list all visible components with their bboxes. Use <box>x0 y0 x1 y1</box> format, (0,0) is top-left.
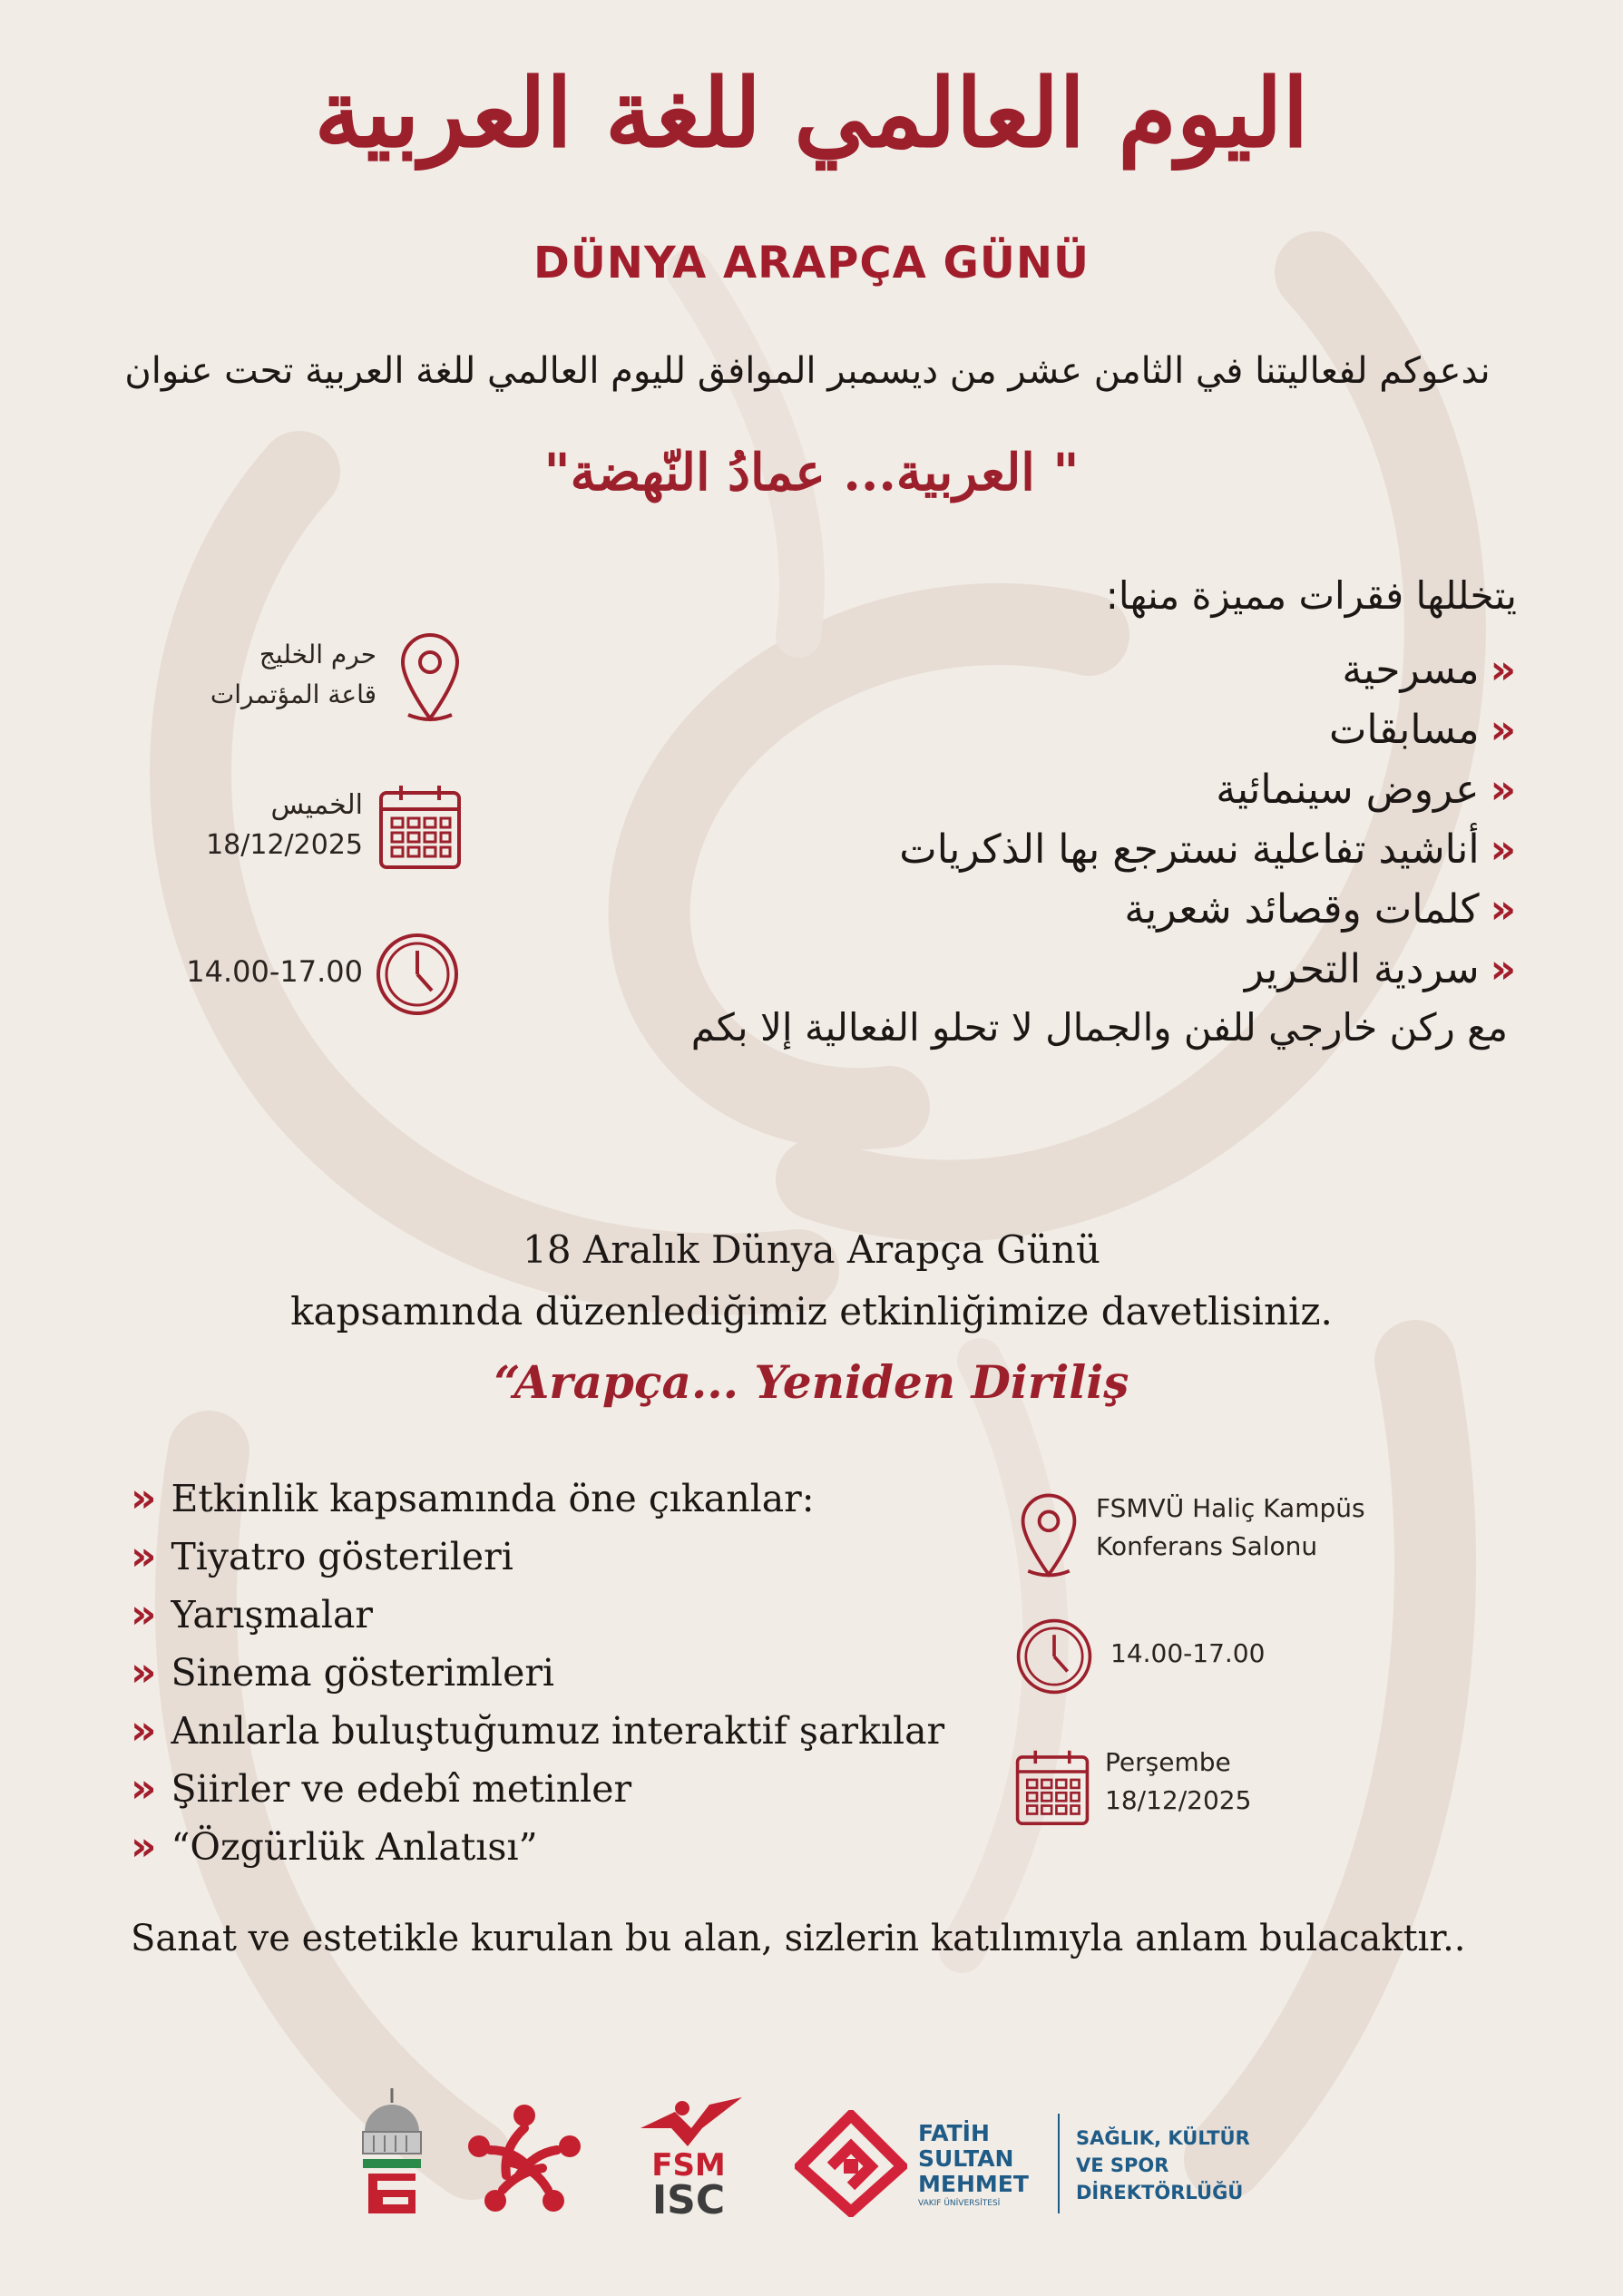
chevron-double-icon: » <box>131 1765 157 1812</box>
turkish-location: FSMVÜ Haliç Kampüs Konferans Salonu <box>1096 1493 1365 1561</box>
turkish-lead: 18 Aralık Dünya Arapça Günü kapsamında düzenlediğimiz etkinliğimize davetlisiniz. <box>290 1227 1333 1334</box>
list-item: » Anılarla buluştuğumuz interaktif şarkılar <box>131 1702 992 1760</box>
clock-icon <box>374 931 461 1018</box>
turkish-date: Perşembe 18/12/2025 <box>1105 1747 1252 1815</box>
turkish-theme: “Arapça... Yeniden Diriliş <box>494 1355 1129 1409</box>
arabic-closing: مع ركن خارجي للفن والجمال لا تحلو الفعالية إلا بكم <box>690 1005 1508 1050</box>
list-item: « كلمات وقصائد شعرية <box>699 880 1516 940</box>
map-pin-icon <box>1016 1490 1081 1580</box>
chevron-double-icon: » <box>131 1649 157 1695</box>
list-item: « مسرحية <box>699 640 1516 700</box>
list-item: » Şiirler ve edebî metinler <box>131 1760 992 1818</box>
turkish-time: 14.00-17.00 <box>1110 1638 1266 1668</box>
list-item: » Etkinlik kapsamında öne çıkanlar: <box>131 1470 992 1528</box>
list-item: » Tiyatro gösterileri <box>131 1528 992 1586</box>
calendar-icon <box>1014 1747 1090 1827</box>
map-pin-icon <box>396 630 464 724</box>
chevron-double-icon: » <box>131 1475 157 1521</box>
arabic-date: الخميس 18/12/2025 <box>206 789 363 861</box>
chevron-double-icon: « <box>1490 826 1516 873</box>
list-item: » “Özgürlük Anlatısı” <box>131 1818 992 1876</box>
chevron-double-icon: » <box>131 1591 157 1637</box>
handshake-star-logo <box>466 2103 582 2215</box>
chevron-double-icon: « <box>1490 767 1516 813</box>
clock-icon <box>1014 1617 1094 1696</box>
calendar-icon <box>377 782 463 871</box>
fsm-isc-logo <box>622 2092 755 2219</box>
arabic-location: حرم الخليج قاعة المؤتمرات <box>210 640 376 709</box>
arabic-intro: ندعوكم لفعاليتنا في الثامن عشر من ديسمبر الموافق لليوم العالمي للغة العربية تحت عنوان <box>124 350 1491 392</box>
logo-isc-text: ISC <box>651 2177 726 2219</box>
arabic-highlights-list <box>699 640 1516 1000</box>
list-item: « سردية التحرير <box>699 940 1516 1000</box>
turkish-closing: Sanat ve estetikle kurulan bu alan, sizlerin katılımıyla anlam bulacaktır.. <box>131 1918 1466 1959</box>
turkish-title: DÜNYA ARAPÇA GÜNÜ <box>533 238 1090 288</box>
logo-fsm-text: FSM <box>651 2147 726 2184</box>
directorate-logo: SAĞLIK, KÜLTÜR VE SPOR DİREKTÖRLÜĞÜ <box>1076 2127 1250 2203</box>
chevron-double-icon: » <box>131 1707 157 1754</box>
arabic-list-lead: يتخللها فقرات مميزة منها: <box>1105 573 1517 618</box>
list-item: « أناشيد تفاعلية نسترجع بها الذكريات <box>699 820 1516 880</box>
arabic-theme: " العربية... عمادُ النّهضة" <box>543 443 1080 503</box>
chevron-double-icon: « <box>1490 707 1516 753</box>
chevron-double-icon: « <box>1490 946 1516 992</box>
list-item: » Sinema gösterimleri <box>131 1644 992 1702</box>
list-item: « عروض سينمائية <box>699 760 1516 820</box>
logo-divider <box>1058 2114 1060 2213</box>
chevron-double-icon: « <box>1490 886 1516 933</box>
chevron-double-icon: » <box>131 1823 157 1870</box>
turkish-highlights-list <box>131 1470 992 1876</box>
dome-logo <box>356 2085 428 2221</box>
university-emblem-logo <box>795 2110 907 2217</box>
list-item: « مسابقات <box>699 700 1516 760</box>
chevron-double-icon: » <box>131 1533 157 1579</box>
university-name-logo: FATİH SULTAN MEHMET VAKIF ÜNİVERSİTESİ <box>918 2120 1029 2208</box>
list-item: » Yarışmalar <box>131 1586 992 1644</box>
chevron-double-icon: « <box>1490 647 1516 693</box>
arabic-title: اليوم العالمي للغة العربية <box>314 57 1309 169</box>
arabic-time: 14.00-17.00 <box>186 954 363 989</box>
